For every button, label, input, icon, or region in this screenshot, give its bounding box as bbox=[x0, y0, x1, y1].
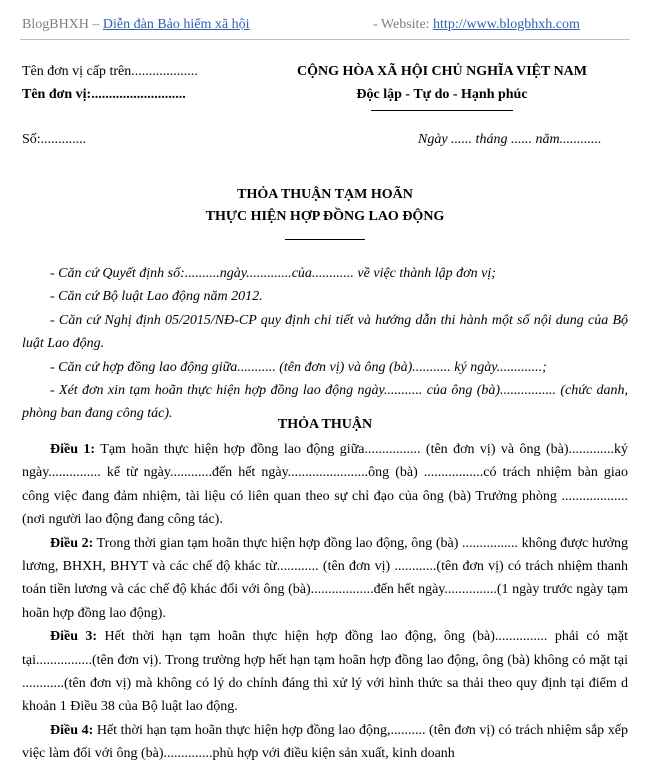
article-3 bbox=[22, 625, 628, 719]
article-label: Điều 3: bbox=[50, 629, 98, 645]
agreement-heading: THỎA THUẬN bbox=[277, 417, 373, 432]
legal-bases bbox=[22, 262, 628, 426]
site-header-bar bbox=[0, 0, 648, 40]
basis-item: - Xét đơn xin tạm hoãn thực hiện hợp đồng lao động ngày........... của ông (bà)................ (chức danh, phòng ban đang công tác). bbox=[22, 383, 628, 422]
document-title-line-2: THỰC HIỆN HỢP ĐỒNG LAO ĐỘNG bbox=[205, 209, 445, 224]
title-underline bbox=[285, 239, 365, 240]
website-label: - Website: bbox=[373, 17, 434, 32]
parent-unit-line: Tên đơn vị cấp trên................... bbox=[22, 64, 198, 79]
basis-item: - Căn cứ hợp đồng lao động giữa........... (tên đơn vị) và ông (bà)........... ký ngày.............; bbox=[50, 359, 547, 375]
document-date: Ngày ...... tháng ...... năm............ bbox=[418, 132, 602, 147]
forum-link[interactable]: Diễn đàn Bảo hiểm xã hội bbox=[102, 17, 250, 32]
document-title-line-1: THỎA THUẬN TẠM HOÃN bbox=[237, 187, 413, 202]
website-info bbox=[373, 17, 580, 33]
article-label: Điều 4: bbox=[50, 722, 94, 738]
nation-title: CỘNG HÒA XÃ HỘI CHỦ NGHĨA VIỆT NAM bbox=[296, 64, 587, 79]
article-label: Điều 2: bbox=[50, 535, 94, 551]
site-branding bbox=[22, 17, 249, 33]
basis-item: - Căn cứ Nghị định 05/2015/NĐ-CP quy định chi tiết và hướng dẫn thi hành một số nội dung của Bộ luật Lao động. bbox=[22, 312, 628, 352]
article-text: Trong thời gian tạm hoãn thực hiện hợp đồng lao động, ông (bà) ................ không được hưởng lương, BHXH, BHYT và các chế độ khác từ............ (tên đơn vị) ............(tên đơn vị) có trách nhiệm thanh toán tiền lương và các chế độ khác đối với ông (bà)..................đến hết ngày...............(1 ngày trước ngày tạm hoãn hợp đồng lao động). bbox=[22, 535, 628, 621]
basis-item: - Căn cứ Quyết định số:..........ngày.............của............ về việc thành lập đơn vị; bbox=[50, 266, 496, 281]
basis-item: - Căn cứ Bộ luật Lao động năm 2012. bbox=[50, 289, 263, 305]
agreement-articles bbox=[22, 438, 628, 766]
document-number: Số:............. bbox=[22, 132, 87, 147]
unit-line: Tên đơn vị:........................... bbox=[22, 87, 186, 102]
article-text: Hết thời hạn tạm hoãn thực hiện hợp đồng lao động,.......... (tên đơn vị) có trách nhiệm sắp xếp việc làm đối với ông (bà)..............phù hợp với điều kiện sản xuất, kinh doanh bbox=[22, 722, 628, 762]
website-link[interactable]: http://www.blogbhxh.com bbox=[433, 17, 580, 32]
article-text: Tạm hoãn thực hiện hợp đồng lao động giữa................ (tên đơn vị) và ông (bà).............ký ngày............... kể từ ngày............đến hết ngày.......................ông (bà) .................có trách nhiệm bàn giao công việc đang đảm nhiệm, tài liệu có liên quan theo sự chỉ đạo của ông (bà) Trưởng phòng ...................(nơi người lao động đang công tác). bbox=[22, 442, 628, 528]
article-1 bbox=[22, 438, 628, 532]
article-label: Điều 1: bbox=[50, 442, 96, 457]
nation-motto: Độc lập - Tự do - Hạnh phúc bbox=[356, 87, 528, 102]
site-name: BlogBHXH bbox=[22, 17, 89, 32]
article-4 bbox=[22, 719, 628, 766]
article-2 bbox=[22, 532, 628, 626]
motto-underline bbox=[371, 110, 513, 111]
site-dash: – bbox=[88, 17, 103, 32]
article-text: Hết thời hạn tạm hoãn thực hiện hợp đồng lao động, ông (bà)............... phải có mặt tại................(tên đơn vị). Trong trường hợp hết hạn tạm hoãn hợp đồng lao động, ông (bà) không có mặt tại ............(tên đơn vị) mà không có lý do chính đáng thì xử lý với hình thức sa thải theo quy định tại điểm d khoản 1 Điều 38 của Bộ luật lao động. bbox=[22, 629, 629, 715]
header-divider bbox=[20, 39, 630, 40]
